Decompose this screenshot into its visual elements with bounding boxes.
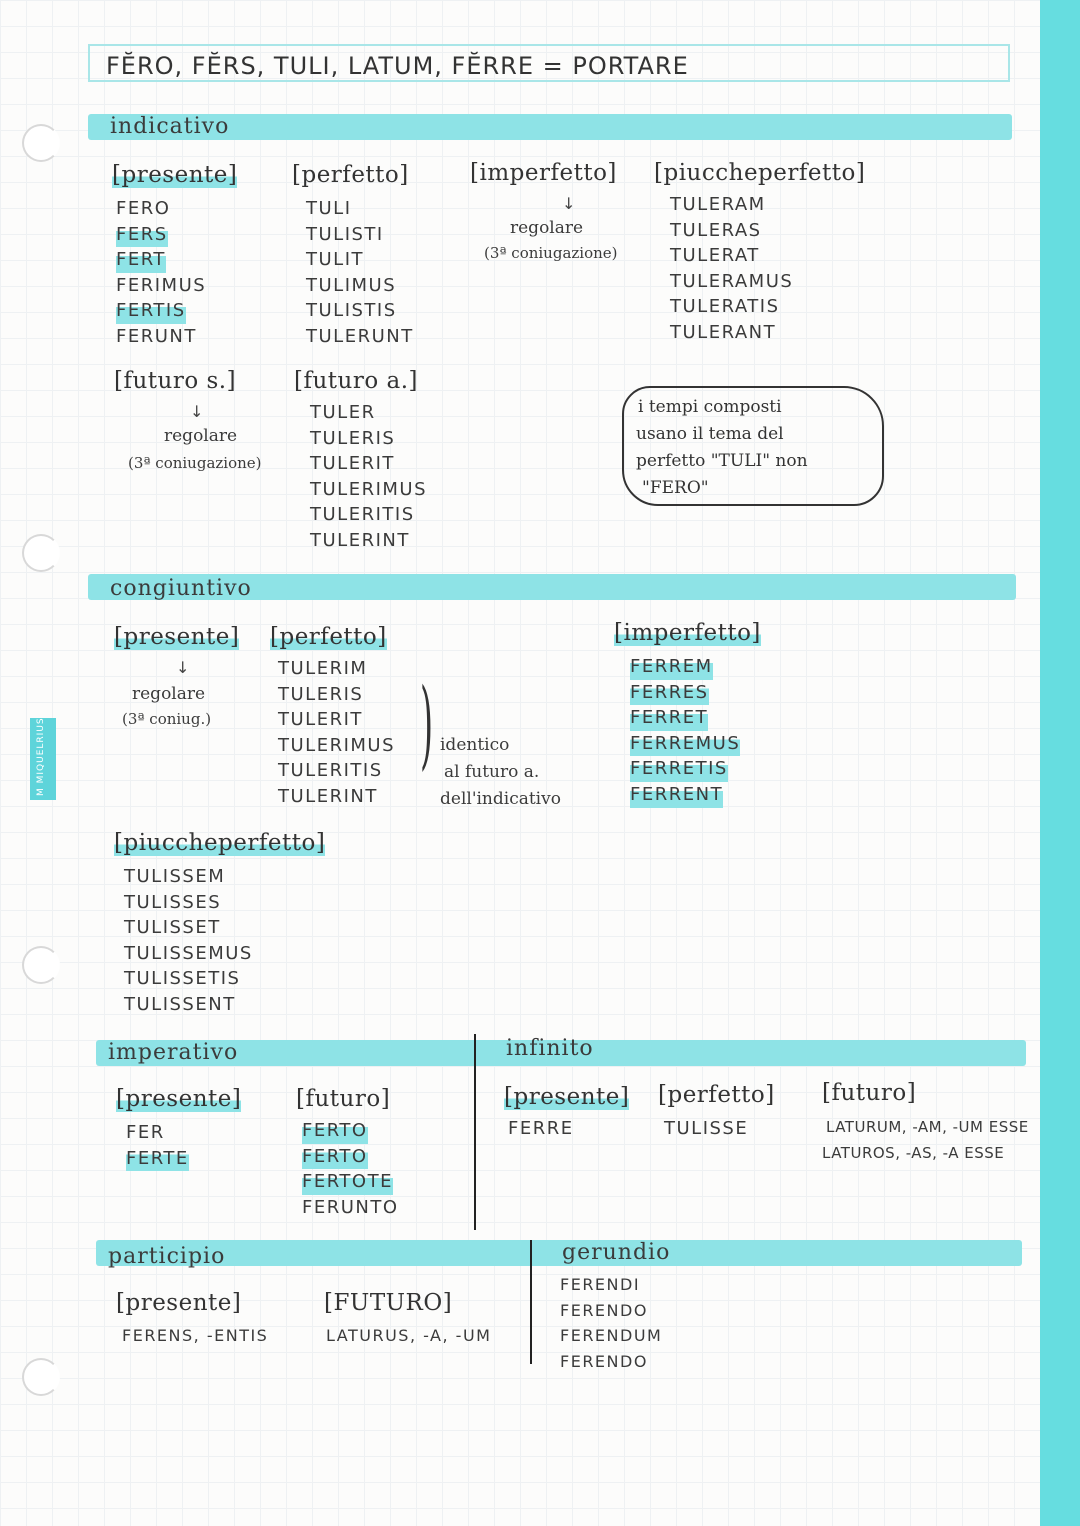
binder-hole	[22, 1358, 60, 1396]
list-item: TULIT	[306, 249, 365, 271]
list-indicativo-presente	[116, 196, 206, 350]
infinito-futuro-line2: LATUROS, -AS, -A ESSE	[822, 1144, 1005, 1162]
section-gerundio: gerundio	[562, 1240, 671, 1265]
list-item: TULERIMUS	[278, 734, 396, 756]
list-item: FERS	[116, 222, 168, 248]
list-item: TULISSETIS	[124, 968, 241, 990]
header-futuro: [FUTURO]	[324, 1290, 453, 1316]
header-presente: [presente]	[504, 1084, 630, 1110]
header-presente: [presente]	[116, 1290, 242, 1316]
header-presente: [presente]	[112, 162, 238, 188]
list-item: TULISSES	[124, 891, 222, 913]
list-indicativo-futuro-a	[310, 400, 427, 554]
list-item: TULERAS	[670, 219, 762, 241]
list-item: TULERINT	[310, 529, 410, 551]
list-indicativo-piuccheperfetto	[670, 192, 793, 346]
list-item: TULERIT	[278, 709, 363, 731]
note-regolare: regolare	[132, 684, 206, 704]
list-item: FERT	[116, 247, 166, 273]
list-item: TULISSEM	[124, 866, 226, 887]
header-perfetto: [perfetto]	[292, 162, 409, 188]
list-item: FERTO	[302, 1118, 368, 1144]
header-presente: [presente]	[114, 624, 240, 650]
binder-hole	[22, 124, 60, 162]
divider	[474, 1034, 476, 1230]
list-item: TULERIM	[278, 658, 368, 679]
participio-presente-value: FERENS, -ENTIS	[122, 1326, 269, 1345]
list-item: TULISSENT	[124, 993, 236, 1015]
list-item: TULISTIS	[306, 300, 397, 322]
list-item: FERENDO	[560, 1351, 648, 1371]
list-item: TULISSEMUS	[124, 942, 253, 964]
section-participio: participio	[108, 1244, 226, 1269]
binder-hole	[22, 534, 60, 572]
list-item: TULERUNT	[306, 325, 414, 347]
list-congiuntivo-perfetto	[278, 656, 395, 810]
list-item: FERENDUM	[560, 1326, 663, 1346]
section-indicativo: indicativo	[110, 114, 230, 139]
infinito-futuro-line1: LATURUM, -AM, -UM ESSE	[826, 1118, 1029, 1136]
header-futuro-s: [futuro s.]	[114, 368, 237, 394]
list-item: TULERITIS	[310, 504, 415, 526]
list-congiuntivo-imperfetto	[630, 654, 740, 808]
arrow-down-icon: ↓	[562, 194, 576, 213]
list-item: TULERANT	[670, 321, 777, 343]
note-coniugazione: (3ª coniugazione)	[484, 244, 618, 262]
header-futuro: [futuro]	[296, 1086, 391, 1112]
header-imperfetto: [imperfetto]	[470, 160, 617, 186]
note-regolare: regolare	[164, 426, 238, 446]
section-infinito: infinito	[506, 1036, 594, 1061]
header-piuccheperfetto: [piuccheperfetto]	[654, 160, 866, 186]
list-item: TULERAT	[670, 245, 760, 267]
list-item: FERIMUS	[116, 274, 207, 296]
arrow-down-icon: ↓	[190, 402, 204, 421]
list-item: FERRENT	[630, 782, 723, 808]
infinito-presente-value: FERRE	[508, 1118, 574, 1139]
margin-strip	[1040, 0, 1080, 1526]
section-band	[96, 1240, 1022, 1266]
brand-logo: M MIQUELRIUS	[30, 718, 56, 800]
page-title: FĔRO, FĔRS, TULI, LATUM, FĔRRE = PORTARE	[106, 52, 689, 80]
section-congiuntivo: congiuntivo	[110, 576, 252, 601]
list-item: TULERAM	[670, 194, 766, 215]
header-perfetto: [perfetto]	[270, 624, 387, 650]
list-item: TULER	[310, 402, 376, 423]
header-piuccheperfetto: [piuccheperfetto]	[114, 830, 326, 856]
list-item: TULIMUS	[306, 274, 397, 296]
header-perfetto: [perfetto]	[658, 1082, 775, 1108]
list-item: TULERATIS	[670, 296, 780, 318]
list-item: FERO	[116, 198, 171, 219]
list-item: TULERIS	[310, 427, 396, 449]
arrow-down-icon: ↓	[176, 658, 190, 677]
brace: )	[420, 668, 434, 780]
list-item: TULERIS	[278, 683, 364, 705]
list-item: FERENDI	[560, 1275, 641, 1294]
note-cloud-text: i tempi composti usano il tema del perfetto "TULI" non "FERO"	[636, 397, 808, 498]
note-coniugazione: (3ª coniugazione)	[128, 454, 262, 472]
list-item: TULERAMUS	[670, 270, 794, 292]
list-item: TULERITIS	[278, 760, 383, 782]
list-imperativo-presente	[126, 1120, 189, 1171]
header-futuro: [futuro]	[822, 1080, 917, 1106]
list-indicativo-perfetto	[306, 196, 414, 350]
list-item: FERTE	[126, 1146, 189, 1172]
list-item: FERENDO	[560, 1300, 648, 1320]
list-item: TULERINT	[278, 785, 378, 807]
header-futuro-a: [futuro a.]	[294, 368, 419, 394]
list-item: FERUNTO	[302, 1196, 399, 1218]
list-item: TULI	[306, 198, 352, 219]
infinito-perfetto-value: TULISSE	[664, 1118, 749, 1139]
list-congiuntivo-piuccheperfetto	[124, 864, 253, 1018]
list-item: TULERIT	[310, 453, 395, 475]
list-item: FERRETIS	[630, 756, 728, 782]
list-item: FERTOTE	[302, 1169, 393, 1195]
list-imperativo-futuro	[302, 1118, 399, 1220]
list-item: TULERIMUS	[310, 478, 428, 500]
divider	[530, 1240, 532, 1364]
list-item: FERRES	[630, 680, 709, 706]
list-item: FERRET	[630, 705, 708, 731]
list-item: FERREMUS	[630, 731, 740, 757]
header-presente: [presente]	[116, 1086, 242, 1112]
list-item: FER	[126, 1122, 165, 1143]
participio-futuro-value: LATURUS, -A, -UM	[326, 1326, 492, 1345]
list-item: FERREM	[630, 654, 713, 680]
section-imperativo: imperativo	[108, 1040, 239, 1065]
list-item: FERTIS	[116, 298, 186, 324]
note-identico: identico al futuro a. dell'indicativo	[440, 735, 561, 809]
note-regolare: regolare	[510, 218, 584, 238]
list-item: TULISTI	[306, 223, 384, 245]
list-item: FERUNT	[116, 325, 197, 347]
binder-hole	[22, 946, 60, 984]
header-imperfetto: [imperfetto]	[614, 620, 761, 646]
list-item: FERTO	[302, 1144, 368, 1170]
note-coniugazione: (3ª coniug.)	[122, 710, 212, 728]
list-gerundio	[560, 1272, 662, 1374]
list-item: TULISSET	[124, 917, 221, 939]
